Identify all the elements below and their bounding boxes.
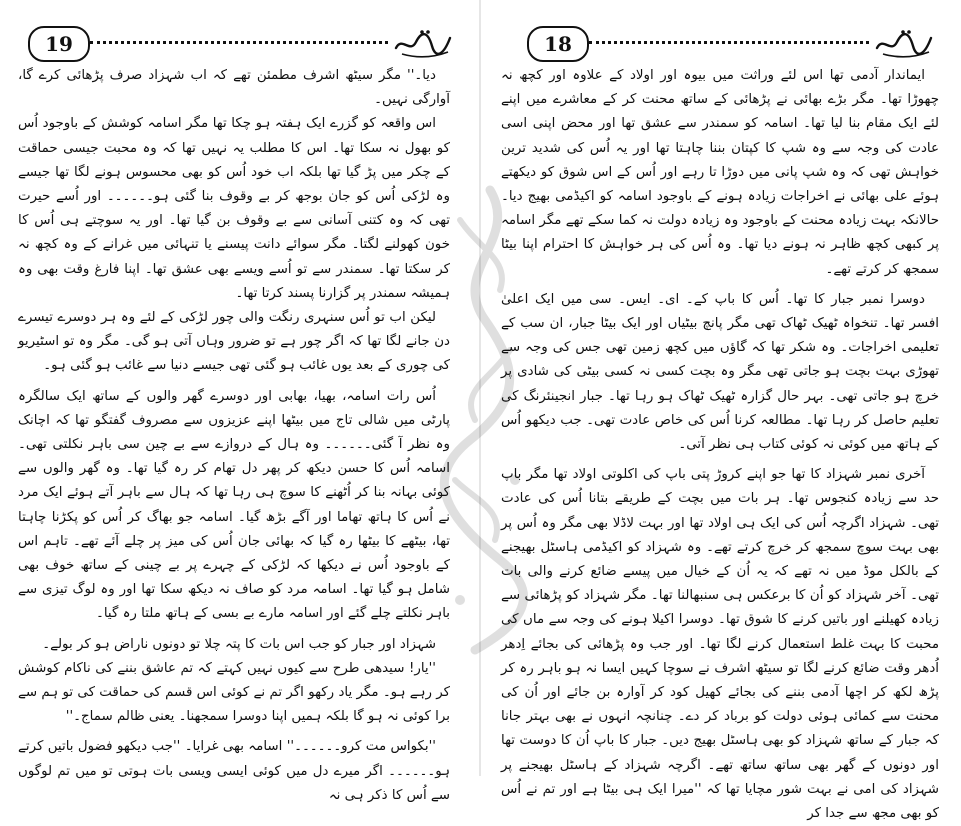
page-number-badge (527, 26, 589, 62)
page-body-text (501, 64, 939, 822)
paragraph: لیکن اب تو اُس سنہری رنگت والی چور لڑکی کے لئے وہ ہر دوسرے تیسرے دن جانے لگا تھا کہ اگر چور ہے تو ضرور وہاں آتی ہو گی۔ مگر وہ تو اسٹیریو کی چوری کے بعد یوں غائب ہو گئی تھی جیسے دنیا سے غائب ہو گئی ہو۔ (18, 310, 450, 374)
mohabbat-logo-icon (392, 24, 454, 60)
paragraph: ایماندار آدمی تھا اس لئے وراثت میں بیوہ اور اولاد کے علاوہ اور کچھ نہ چھوڑا تھا۔ مگر بڑے بھائی نے پڑھائی کے ساتھ محنت کر کے معاشرے میں اپنے لئے ایک مقام بنا لیا تھا۔ اسامہ کو سمندر سے عشق تھا اور محض اپنی اسی عادت کی وجہ سے وہ شپ کا کپتان بننا چاہتا تھا اور یہ اُس کی شدید ترین خواہش تھی کہ وہ شپ پانی میں دوڑا تا رہے اور اُس کے اس شوق کو دیکھتے ہوئے علی بھائی نے اخراجات زیادہ ہونے کے باوجود اسامہ کو اکیڈمی بھیج دیا۔ حالانکہ بہت زیادہ محنت کے باوجود وہ زیادہ دولت نہ کما سکے تھے مگر اسامہ پر کبھی کچھ ظاہر نہ ہونے دیا تھا۔ وہ اُس کی ہر خواہش کا احترام اپنا بیٹا سمجھ کر کرتے تھے۔ (501, 68, 939, 277)
page-19 (0, 0, 480, 803)
paragraph: اُس رات اسامہ، بھیا، بھابی اور دوسرے گھر والوں کے ساتھ ایک سالگرہ پارٹی میں شالی تاج میں بیٹھا اپنے عزیزوں سے مصروف گفتگو تھا کہ اچانک وہ نظر آ گئی۔۔۔۔۔۔ وہ ہال کے دروازے سے بے چین سی باہر نکلتی تھی۔ اسامہ اُس کا حسن دیکھ کر پھر دل تھام کر رہ گیا تھا۔ وہ گھر والوں سے کوئی بہانہ بنا کر اُٹھنے کا سوچ ہی رہا تھا کہ ہال سے باہر آتے ہوئے ایک مرد نے اُس کا ہاتھ تھاما اور آگے بڑھ گیا۔ اسامہ جو بھاگ کر اُس کو پکڑنا چاہتا تھا، بیٹھے کا بیٹھا رہ گیا کہ بھائی جان اُس کی میز پر چلے آئے تھے۔ تاہم اس کے باوجود اُس نے دیکھا کہ لڑکی کے چہرے پر بے چینی کے ساتھ خوف بھی شامل ہو گیا تھا۔ اسامہ مرد کو صاف نہ دیکھ سکا تھا اور وہ لوگ تیزی سے باہر نکلتے چلے گئے اور اسامہ مارے بے بسی کے ہاتھ ملتا رہ گیا۔ (18, 388, 450, 622)
page-header (28, 22, 454, 66)
page-header (527, 22, 935, 66)
page-body-text (18, 64, 450, 803)
page-number: 18 (544, 32, 572, 56)
page-number: 19 (45, 32, 73, 56)
mohabbat-logo-icon (873, 24, 935, 60)
paragraph: دوسرا نمبر جبار کا تھا۔ اُس کا باپ کے۔ ای۔ ایس۔ سی میں ایک اعلیٰ افسر تھا۔ تنخواہ ٹھیک ٹھاک تھی مگر پانچ بیٹیاں اور ایک بیٹا جبار، ان سب کے تعلیمی اخراجات۔ وہ شکر تھا کہ گاؤں میں کچھ زمین تھی جس کی وجہ سے تھوڑی بہت بچت ہو جاتی تھی مگر وہ بچت کسی نہ کسی بیٹی کی شادی پر خرچ ہو جاتی تھی۔ بہر حال گزارہ ٹھیک ٹھاک ہو رہا تھا۔ جبار انجینئرنگ کی تعلیم حاصل کر رہا تھا۔ مطالعہ کرنا اُس کی خاص عادت تھی۔ جب دیکھو اُس کے ہاتھ میں کوئی نہ کوئی کتاب ہی نظر آتی۔ (501, 291, 939, 453)
paragraph: شہزاد اور جبار کو جب اس بات کا پتہ چلا تو دونوں ناراض ہو کر بولے۔ (42, 636, 436, 652)
page-number-badge (28, 26, 90, 62)
paragraph: دیا۔'' مگر سیٹھ اشرف مطمئن تھے کہ اب شہزاد صرف پڑھائی کرے گا، آوارگی نہیں۔ (18, 68, 450, 108)
paragraph: اس واقعہ کو گزرے ایک ہفتہ ہو چکا تھا مگر اسامہ کوشش کے باوجود اُس کو بھول نہ سکا تھا۔ اس کا مطلب یہ نہیں تھا کہ وہ محبت جیسی حماقت کے چکر میں پڑ گیا تھا بلکہ اب خود اُس کو بھی محسوس ہونے لگا تھا جیسے وہ لڑکی اُس کو جان بوجھ کر بے وقوف بنا گئی ہو۔۔۔۔۔۔ اور اُسے حیرت تھی کہ وہ کتنی آسانی سے بے وقوف بن گیا تھا۔ اور یہ سوچتے ہی اُس کا خون کھولنے لگتا۔ مگر سوائے دانت پیسنے یا تنہائی میں غرانے کے وہ کچھ نہ کر سکتا تھا۔ سمندر سے تو اُسے ویسے بھی عشق تھا۔ اپنا فارغ وقت بھی وہ ہمیشہ سمندر پر گزارنا پسند کرتا تھا۔ (18, 116, 450, 301)
header-dotted-rule (589, 41, 869, 44)
paragraph: ''یار! سیدھی طرح سے کیوں نہیں کہتے کہ تم عاشق بننے کی ناکام کوشش کر رہے ہو۔ مگر یاد رکھو اگر تم نے کوئی اس قسم کی حماقت کی تو ہم سے برا کوئی نہ ہو گا بلکہ ہمیں اپنا دوسرا سمجھنا۔ یعنی ظالم سماج۔'' (18, 660, 450, 725)
paragraph: آخری نمبر شہزاد کا تھا جو اپنے کروڑ پتی باپ کی اکلوتی اولاد تھا مگر باپ حد سے زیادہ کنجوس تھا۔ ہر بات میں بچت کے طریقے بتانا اُس کی عادت تھی۔ شہزاد اگرچہ اُس کی ایک ہی اولاد تھا اور بہت لاڈلا بھی مگر وہ اُس پر بھی بہت سوچ سمجھ کر خرچ کرتے تھے۔ وہ شہزاد کو اکیڈمی ہاسٹل بھیجنے کے بالکل موڈ میں نہ تھے کہ یہ اُن کے خیال میں پیسے ضائع کرنے والی بات تھی۔ آخر شہزاد کو اُن کا برعکس ہی سنبھالنا تھا۔ مگر شہزاد کو پڑھائی سے زیادہ کھیلنے اور باتیں کرنے کا شوق تھا۔ دوسرا اکیلا ہونے کی وجہ سے ماں کی محبت کا بہت غلط استعمال کرنے لگا تھا۔ اور جب وہ پڑھائی کی بجائے اِدھر اُدھر وقت ضائع کرنے لگا تو سیٹھ اشرف نے سوچا کہیں ایسا نہ ہو باہر رہ کر پڑھ لکھ کر اچھا آدمی بننے کی بجائے کھیل کود کر آوارہ بن جائے اور اُن کی محنت سے کمائی ہوئی دولت کو برباد کر دے۔ چنانچہ انہوں نے بھی بہتر جانا کہ جبار کے ساتھ شہزاد کو بھی ہاسٹل بھیج دیں۔ جبار کا باپ اُن کا دوست تھا اور دونوں کے گھر بھی ساتھ ساتھ تھے۔ اگرچہ شہزاد کے ہاسٹل بھیجنے پر شہزاد کی امی نے بہت شور مچایا تھا کہ ''میرا ایک ہی بیٹا ہے اور تم نے اُس کو بھی مجھ سے جدا کر (501, 467, 939, 822)
page-18 (481, 0, 961, 822)
paragraph: ''بکواس مت کرو۔۔۔۔۔۔'' اسامہ بھی غرایا۔ ''جب دیکھو فضول باتیں کرتے ہو۔۔۔۔۔۔ اگر میرے دل میں کوئی ایسی ویسی بات ہوتی تو میں تم لوگوں سے اُس کا ذکر ہی نہ (18, 739, 450, 803)
header-dotted-rule (90, 41, 388, 44)
